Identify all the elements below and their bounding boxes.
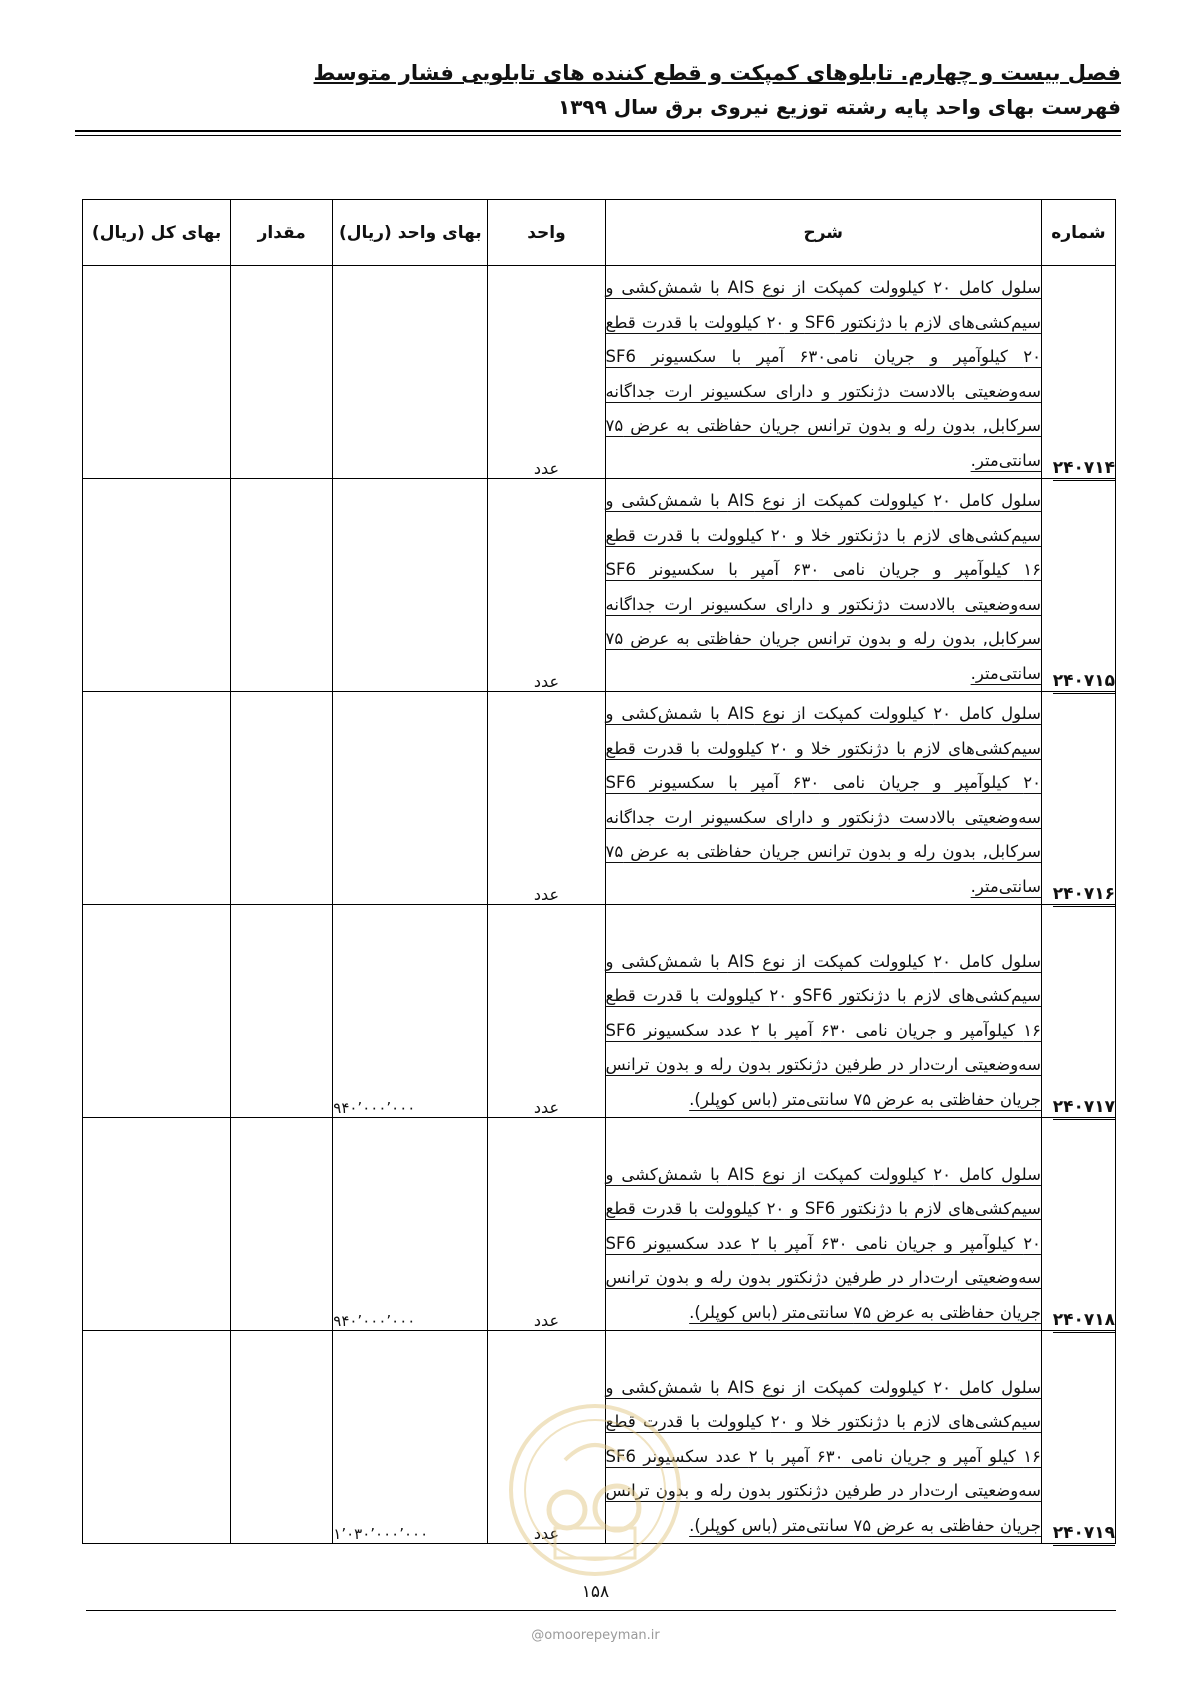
total-price-cell bbox=[83, 905, 231, 1118]
quantity-cell bbox=[231, 905, 333, 1118]
item-description: سلول کامل ۲۰ کیلوولت کمپکت از نوع AIS با شمش‌کشی و سیم‌کشی‌های لازم با دژنکتور SF6و ۲۰ کیلوولت با قدرت قطع ۱۶ کیلوآمپر و جریان نامی ۶۳۰ آمپر با ۲ عدد سکسیونر SF6 سه‌وضعیتی ارت‌دار در طرفین دژنکتور بدون رله و بدون ترانس جریان حفاظتی به عرض ۷۵ سانتی‌متر (باس کوپلر). bbox=[605, 951, 1041, 1109]
item-unit: عدد bbox=[533, 885, 559, 904]
description-cell bbox=[605, 692, 1041, 905]
page-header bbox=[75, 56, 1121, 124]
item-number: ۲۴۰۷۱۴ bbox=[1053, 458, 1115, 481]
item-number: ۲۴۰۷۱۹ bbox=[1053, 1523, 1115, 1546]
unit-price-cell bbox=[333, 479, 488, 692]
table-row bbox=[83, 692, 1116, 905]
total-price-cell bbox=[83, 692, 231, 905]
publisher-seal-icon bbox=[505, 1400, 685, 1580]
unit-cell bbox=[488, 905, 605, 1118]
total-price-cell bbox=[83, 479, 231, 692]
quantity-cell bbox=[231, 479, 333, 692]
quantity-cell bbox=[231, 692, 333, 905]
unit-price-cell bbox=[333, 1331, 488, 1544]
unit-cell bbox=[488, 1118, 605, 1331]
description-cell bbox=[605, 266, 1041, 479]
item-unit-price: ۱٬۰۳۰٬۰۰۰٬۰۰۰ bbox=[333, 1525, 429, 1543]
table-header-row bbox=[83, 200, 1116, 266]
total-price-cell bbox=[83, 266, 231, 479]
table-row bbox=[83, 1118, 1116, 1331]
header-quantity: مقدار bbox=[231, 200, 333, 266]
header-unit: واحد bbox=[488, 200, 605, 266]
total-price-cell bbox=[83, 1118, 231, 1331]
description-cell bbox=[605, 1118, 1041, 1331]
item-description: سلول کامل ۲۰ کیلوولت کمپکت از نوع AIS با شمش‌کشی و سیم‌کشی‌های لازم با دژنکتور خلا و ۲۰ کیلوولت با قدرت قطع ۱۶ کیلوآمپر و جریان نامی ۶۳۰ آمپر با سکسیونر SF6 سه‌وضعیتی بالادست دژنکتور و دارای سکسیونر ارت جداگانه سرکابل, بدون رله و بدون ترانس جریان حفاظتی به عرض ۷۵ سانتی‌متر. bbox=[605, 491, 1041, 683]
item-description: سلول کامل ۲۰ کیلوولت کمپکت از نوع AIS با شمش‌کشی و سیم‌کشی‌های لازم با دژنکتور SF6 و ۲۰ کیلوولت با قدرت قطع ۲۰ کیلوآمپر و جریان نامی ۶۳۰ آمپر با ۲ عدد سکسیونر SF6 سه‌وضعیتی ارت‌دار در طرفین دژنکتور بدون رله و بدون ترانس جریان حفاظتی به عرض ۷۵ سانتی‌متر (باس کوپلر). bbox=[605, 1164, 1041, 1322]
item-description: سلول کامل ۲۰ کیلوولت کمپکت از نوع AIS با شمش‌کشی و سیم‌کشی‌های لازم با دژنکتور خلا و ۲۰ کیلوولت با قدرت قطع ۲۰ کیلوآمپر و جریان نامی ۶۳۰ آمپر با سکسیونر SF6 سه‌وضعیتی بالادست دژنکتور و دارای سکسیونر ارت جداگانه سرکابل, بدون رله و بدون ترانس جریان حفاظتی به عرض ۷۵ سانتی‌متر. bbox=[605, 704, 1041, 896]
unit-cell bbox=[488, 692, 605, 905]
chapter-title: فصل بیست و چهارم. تابلوهای کمپکت و قطع کننده های تابلویی فشار متوسط bbox=[313, 61, 1121, 85]
unit-price-cell bbox=[333, 1118, 488, 1331]
item-unit-price: ۹۴۰٬۰۰۰٬۰۰۰ bbox=[333, 1312, 416, 1330]
table-row bbox=[83, 479, 1116, 692]
item-unit: عدد bbox=[533, 672, 559, 691]
item-number-cell bbox=[1041, 692, 1115, 905]
header-rule-thick bbox=[75, 130, 1121, 132]
unit-cell bbox=[488, 479, 605, 692]
description-cell bbox=[605, 479, 1041, 692]
price-table bbox=[82, 199, 1116, 1544]
quantity-cell bbox=[231, 1331, 333, 1544]
item-unit: عدد bbox=[533, 1098, 559, 1117]
description-cell bbox=[605, 905, 1041, 1118]
price-list-subtitle: فهرست بهای واحد پایه رشته توزیع نیروی برق سال ۱۳۹۹ bbox=[558, 95, 1121, 119]
header-number: شماره bbox=[1041, 200, 1115, 266]
item-number: ۲۴۰۷۱۵ bbox=[1053, 671, 1115, 694]
table-row bbox=[83, 266, 1116, 479]
item-description: سلول کامل ۲۰ کیلوولت کمپکت از نوع AIS با شمش‌کشی و سیم‌کشی‌های لازم با دژنکتور خلا و ۲۰ کیلوولت با قدرت قطع ۱۶ کیلو آمپر و جریان نامی ۶۳۰ آمپر با ۲ عدد سکسیونر SF6 سه‌وضعیتی ارت‌دار در طرفین دژنکتور بدون رله و بدون ترانس جریان حفاظتی به عرض ۷۵ سانتی‌متر (باس کوپلر). bbox=[605, 1377, 1041, 1535]
header-total-price: بهای کل (ریال) bbox=[83, 200, 231, 266]
quantity-cell bbox=[231, 266, 333, 479]
item-number-cell bbox=[1041, 1331, 1115, 1544]
website-watermark: @omoorepeyman.ir bbox=[531, 1628, 660, 1643]
item-description: سلول کامل ۲۰ کیلوولت کمپکت از نوع AIS با شمش‌کشی و سیم‌کشی‌های لازم با دژنکتور SF6 و ۲۰ کیلوولت با قدرت قطع ۲۰ کیلوآمپر و جریان نامی۶۳۰ آمپر با سکسیونر SF6 سه‌وضعیتی بالادست دژنکتور و دارای سکسیونر ارت جداگانه سرکابل, بدون رله و بدون ترانس جریان حفاظتی به عرض ۷۵ سانتی‌متر. bbox=[605, 278, 1041, 470]
item-number-cell bbox=[1041, 479, 1115, 692]
unit-price-cell bbox=[333, 266, 488, 479]
page-number: ۱۵۸ bbox=[581, 1582, 610, 1602]
item-unit: عدد bbox=[533, 459, 559, 478]
item-unit-price: ۹۴۰٬۰۰۰٬۰۰۰ bbox=[333, 1099, 416, 1117]
item-number-cell bbox=[1041, 1118, 1115, 1331]
unit-price-cell bbox=[333, 905, 488, 1118]
header-unit-price: بهای واحد (ریال) bbox=[333, 200, 488, 266]
footer-rule bbox=[86, 1610, 1116, 1611]
item-number: ۲۴۰۷۱۶ bbox=[1053, 884, 1115, 907]
header-rule-thin bbox=[75, 135, 1121, 136]
quantity-cell bbox=[231, 1118, 333, 1331]
item-number: ۲۴۰۷۱۸ bbox=[1053, 1310, 1115, 1333]
total-price-cell bbox=[83, 1331, 231, 1544]
table-row bbox=[83, 905, 1116, 1118]
unit-price-cell bbox=[333, 692, 488, 905]
item-unit: عدد bbox=[533, 1311, 559, 1330]
item-number: ۲۴۰۷۱۷ bbox=[1053, 1097, 1115, 1120]
item-number-cell bbox=[1041, 266, 1115, 479]
item-number-cell bbox=[1041, 905, 1115, 1118]
header-description: شرح bbox=[605, 200, 1041, 266]
item-unit: عدد bbox=[533, 1524, 559, 1543]
unit-cell bbox=[488, 266, 605, 479]
